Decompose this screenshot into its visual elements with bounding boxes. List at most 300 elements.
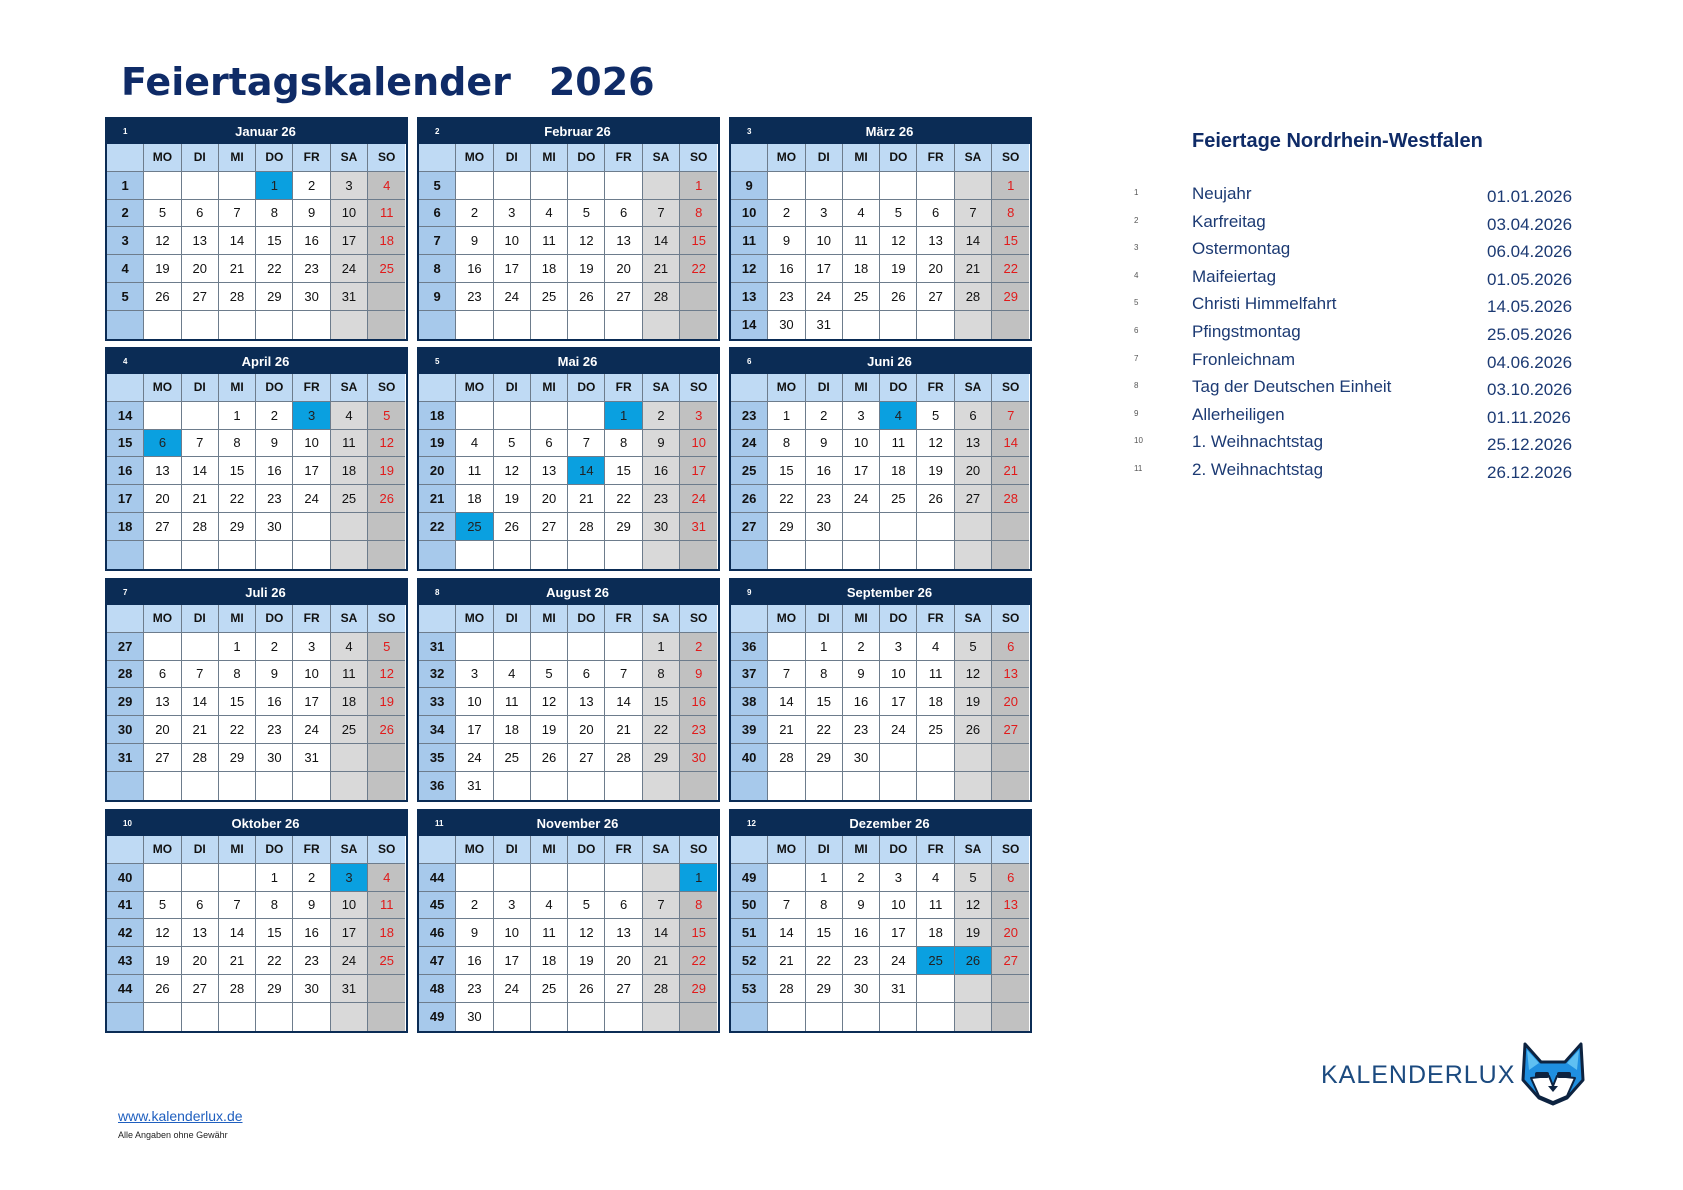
day-cell[interactable]: 17 <box>293 688 330 716</box>
day-cell[interactable]: 20 <box>568 716 605 744</box>
day-cell[interactable]: 15 <box>219 688 256 716</box>
day-cell[interactable]: 23 <box>256 716 293 744</box>
day-cell[interactable]: 22 <box>680 255 717 283</box>
day-cell[interactable]: 17 <box>880 688 917 716</box>
day-cell[interactable]: 6 <box>955 402 992 430</box>
day-cell[interactable]: 13 <box>144 688 181 716</box>
day-cell[interactable]: 1 <box>256 864 293 892</box>
day-cell[interactable]: 12 <box>368 661 405 689</box>
day-cell[interactable]: 30 <box>456 1003 493 1031</box>
day-cell[interactable]: 23 <box>256 485 293 513</box>
day-cell[interactable]: 25 <box>368 255 405 283</box>
day-cell[interactable]: 14 <box>768 919 805 947</box>
day-cell[interactable]: 9 <box>680 661 717 689</box>
day-cell[interactable]: 16 <box>680 688 717 716</box>
day-cell[interactable]: 5 <box>917 402 954 430</box>
day-cell[interactable]: 19 <box>568 947 605 975</box>
day-cell[interactable]: 19 <box>917 457 954 485</box>
day-cell[interactable]: 25 <box>494 744 531 772</box>
day-cell[interactable]: 27 <box>568 744 605 772</box>
day-cell[interactable]: 9 <box>256 661 293 689</box>
day-cell[interactable]: 10 <box>843 430 880 458</box>
day-cell[interactable]: 11 <box>880 430 917 458</box>
day-cell[interactable]: 13 <box>917 227 954 255</box>
day-cell[interactable]: 28 <box>955 283 992 311</box>
day-cell[interactable]: 13 <box>568 688 605 716</box>
day-cell[interactable]: 30 <box>643 513 680 541</box>
day-cell[interactable]: 24 <box>880 716 917 744</box>
day-cell[interactable]: 8 <box>806 892 843 920</box>
day-cell[interactable]: 29 <box>219 513 256 541</box>
day-cell[interactable]: 20 <box>531 485 568 513</box>
day-cell[interactable]: 10 <box>680 430 717 458</box>
day-cell[interactable]: 26 <box>144 283 181 311</box>
day-cell[interactable]: 23 <box>456 975 493 1003</box>
day-cell[interactable]: 11 <box>917 892 954 920</box>
day-cell[interactable]: 22 <box>605 485 642 513</box>
day-cell[interactable]: 1 <box>680 172 717 200</box>
day-cell[interactable]: 9 <box>843 892 880 920</box>
day-cell[interactable]: 29 <box>219 744 256 772</box>
day-cell[interactable]: 14 <box>768 688 805 716</box>
day-cell[interactable]: 29 <box>680 975 717 1003</box>
day-cell[interactable]: 11 <box>531 227 568 255</box>
day-cell[interactable]: 24 <box>456 744 493 772</box>
day-cell[interactable]: 3 <box>494 200 531 228</box>
day-cell[interactable]: 8 <box>219 430 256 458</box>
day-cell[interactable]: 10 <box>880 661 917 689</box>
day-cell[interactable]: 24 <box>494 283 531 311</box>
day-cell[interactable]: 12 <box>917 430 954 458</box>
day-cell[interactable]: 8 <box>219 661 256 689</box>
day-cell[interactable]: 9 <box>456 919 493 947</box>
day-cell[interactable]: 26 <box>494 513 531 541</box>
day-cell[interactable]: 19 <box>955 688 992 716</box>
day-cell[interactable]: 19 <box>144 947 181 975</box>
day-cell[interactable]: 22 <box>256 947 293 975</box>
day-cell[interactable]: 23 <box>680 716 717 744</box>
day-cell[interactable]: 23 <box>293 947 330 975</box>
day-cell[interactable]: 12 <box>494 457 531 485</box>
day-cell[interactable]: 6 <box>144 430 181 458</box>
day-cell[interactable]: 12 <box>531 688 568 716</box>
day-cell[interactable]: 6 <box>182 200 219 228</box>
day-cell[interactable]: 14 <box>992 430 1029 458</box>
day-cell[interactable]: 15 <box>256 919 293 947</box>
day-cell[interactable]: 9 <box>768 227 805 255</box>
day-cell[interactable]: 12 <box>955 892 992 920</box>
day-cell[interactable]: 1 <box>605 402 642 430</box>
day-cell[interactable]: 17 <box>843 457 880 485</box>
day-cell[interactable]: 30 <box>293 975 330 1003</box>
day-cell[interactable]: 29 <box>605 513 642 541</box>
day-cell[interactable]: 20 <box>992 688 1029 716</box>
day-cell[interactable]: 5 <box>144 892 181 920</box>
day-cell[interactable]: 4 <box>456 430 493 458</box>
day-cell[interactable]: 30 <box>843 744 880 772</box>
day-cell[interactable]: 21 <box>643 255 680 283</box>
day-cell[interactable]: 14 <box>955 227 992 255</box>
day-cell[interactable]: 11 <box>494 688 531 716</box>
day-cell[interactable]: 11 <box>368 892 405 920</box>
day-cell[interactable]: 27 <box>917 283 954 311</box>
day-cell[interactable]: 6 <box>917 200 954 228</box>
day-cell[interactable]: 24 <box>293 716 330 744</box>
day-cell[interactable]: 8 <box>806 661 843 689</box>
day-cell[interactable]: 16 <box>456 255 493 283</box>
day-cell[interactable]: 4 <box>331 633 368 661</box>
day-cell[interactable]: 15 <box>605 457 642 485</box>
day-cell[interactable]: 13 <box>955 430 992 458</box>
day-cell[interactable]: 3 <box>880 633 917 661</box>
day-cell[interactable]: 10 <box>293 430 330 458</box>
day-cell[interactable]: 16 <box>293 227 330 255</box>
day-cell[interactable]: 26 <box>144 975 181 1003</box>
day-cell[interactable]: 7 <box>643 892 680 920</box>
day-cell[interactable]: 9 <box>293 200 330 228</box>
day-cell[interactable]: 8 <box>256 200 293 228</box>
day-cell[interactable]: 4 <box>917 864 954 892</box>
day-cell[interactable]: 28 <box>643 975 680 1003</box>
day-cell[interactable]: 25 <box>331 485 368 513</box>
day-cell[interactable]: 15 <box>680 227 717 255</box>
day-cell[interactable]: 18 <box>368 227 405 255</box>
day-cell[interactable]: 27 <box>992 716 1029 744</box>
day-cell[interactable]: 6 <box>605 892 642 920</box>
day-cell[interactable]: 10 <box>293 661 330 689</box>
day-cell[interactable]: 16 <box>843 919 880 947</box>
day-cell[interactable]: 21 <box>605 716 642 744</box>
day-cell[interactable]: 14 <box>219 919 256 947</box>
day-cell[interactable]: 16 <box>806 457 843 485</box>
day-cell[interactable]: 10 <box>456 688 493 716</box>
day-cell[interactable]: 20 <box>605 255 642 283</box>
day-cell[interactable]: 17 <box>456 716 493 744</box>
day-cell[interactable]: 13 <box>144 457 181 485</box>
day-cell[interactable]: 9 <box>293 892 330 920</box>
day-cell[interactable]: 27 <box>182 975 219 1003</box>
day-cell[interactable]: 21 <box>768 716 805 744</box>
day-cell[interactable]: 3 <box>331 864 368 892</box>
day-cell[interactable]: 7 <box>219 892 256 920</box>
day-cell[interactable]: 29 <box>256 283 293 311</box>
day-cell[interactable]: 24 <box>293 485 330 513</box>
day-cell[interactable]: 18 <box>531 255 568 283</box>
day-cell[interactable]: 5 <box>568 200 605 228</box>
day-cell[interactable]: 10 <box>494 227 531 255</box>
day-cell[interactable]: 1 <box>992 172 1029 200</box>
day-cell[interactable]: 9 <box>456 227 493 255</box>
day-cell[interactable]: 15 <box>992 227 1029 255</box>
day-cell[interactable]: 21 <box>568 485 605 513</box>
day-cell[interactable]: 19 <box>144 255 181 283</box>
day-cell[interactable]: 15 <box>680 919 717 947</box>
day-cell[interactable]: 18 <box>331 457 368 485</box>
day-cell[interactable]: 28 <box>605 744 642 772</box>
day-cell[interactable]: 25 <box>917 947 954 975</box>
day-cell[interactable]: 19 <box>531 716 568 744</box>
day-cell[interactable]: 1 <box>806 633 843 661</box>
day-cell[interactable]: 5 <box>368 633 405 661</box>
day-cell[interactable]: 3 <box>843 402 880 430</box>
day-cell[interactable]: 3 <box>293 402 330 430</box>
day-cell[interactable]: 23 <box>768 283 805 311</box>
day-cell[interactable]: 10 <box>806 227 843 255</box>
day-cell[interactable]: 20 <box>992 919 1029 947</box>
day-cell[interactable]: 2 <box>680 633 717 661</box>
day-cell[interactable]: 8 <box>605 430 642 458</box>
day-cell[interactable]: 3 <box>806 200 843 228</box>
day-cell[interactable]: 16 <box>456 947 493 975</box>
day-cell[interactable]: 14 <box>643 227 680 255</box>
day-cell[interactable]: 11 <box>331 661 368 689</box>
day-cell[interactable]: 2 <box>643 402 680 430</box>
day-cell[interactable]: 15 <box>768 457 805 485</box>
day-cell[interactable]: 17 <box>806 255 843 283</box>
day-cell[interactable]: 22 <box>806 947 843 975</box>
day-cell[interactable]: 8 <box>680 200 717 228</box>
day-cell[interactable]: 5 <box>955 633 992 661</box>
day-cell[interactable]: 26 <box>368 485 405 513</box>
day-cell[interactable]: 27 <box>605 975 642 1003</box>
day-cell[interactable]: 16 <box>643 457 680 485</box>
day-cell[interactable]: 4 <box>531 892 568 920</box>
day-cell[interactable]: 14 <box>605 688 642 716</box>
day-cell[interactable]: 24 <box>680 485 717 513</box>
day-cell[interactable]: 4 <box>368 172 405 200</box>
day-cell[interactable]: 8 <box>643 661 680 689</box>
day-cell[interactable]: 20 <box>182 947 219 975</box>
day-cell[interactable]: 2 <box>256 633 293 661</box>
day-cell[interactable]: 22 <box>219 716 256 744</box>
day-cell[interactable]: 27 <box>955 485 992 513</box>
day-cell[interactable]: 16 <box>256 688 293 716</box>
day-cell[interactable]: 18 <box>917 919 954 947</box>
day-cell[interactable]: 1 <box>219 633 256 661</box>
day-cell[interactable]: 4 <box>880 402 917 430</box>
day-cell[interactable]: 27 <box>144 513 181 541</box>
day-cell[interactable]: 31 <box>456 772 493 800</box>
day-cell[interactable]: 8 <box>992 200 1029 228</box>
day-cell[interactable]: 30 <box>680 744 717 772</box>
day-cell[interactable]: 15 <box>806 688 843 716</box>
day-cell[interactable]: 26 <box>955 947 992 975</box>
day-cell[interactable]: 15 <box>806 919 843 947</box>
day-cell[interactable]: 6 <box>605 200 642 228</box>
day-cell[interactable]: 31 <box>806 311 843 339</box>
day-cell[interactable]: 2 <box>806 402 843 430</box>
day-cell[interactable]: 18 <box>880 457 917 485</box>
day-cell[interactable]: 8 <box>256 892 293 920</box>
day-cell[interactable]: 6 <box>182 892 219 920</box>
day-cell[interactable]: 24 <box>806 283 843 311</box>
day-cell[interactable]: 1 <box>768 402 805 430</box>
day-cell[interactable]: 2 <box>456 892 493 920</box>
day-cell[interactable]: 5 <box>880 200 917 228</box>
day-cell[interactable]: 22 <box>219 485 256 513</box>
day-cell[interactable]: 17 <box>331 227 368 255</box>
day-cell[interactable]: 21 <box>768 947 805 975</box>
day-cell[interactable]: 5 <box>955 864 992 892</box>
day-cell[interactable]: 28 <box>568 513 605 541</box>
day-cell[interactable]: 30 <box>806 513 843 541</box>
day-cell[interactable]: 14 <box>643 919 680 947</box>
day-cell[interactable]: 12 <box>368 430 405 458</box>
day-cell[interactable]: 14 <box>219 227 256 255</box>
day-cell[interactable]: 21 <box>219 255 256 283</box>
day-cell[interactable]: 19 <box>368 457 405 485</box>
day-cell[interactable]: 10 <box>494 919 531 947</box>
day-cell[interactable]: 13 <box>182 919 219 947</box>
day-cell[interactable]: 17 <box>494 947 531 975</box>
day-cell[interactable]: 12 <box>144 919 181 947</box>
day-cell[interactable]: 3 <box>456 661 493 689</box>
day-cell[interactable]: 19 <box>568 255 605 283</box>
day-cell[interactable]: 28 <box>992 485 1029 513</box>
day-cell[interactable]: 18 <box>331 688 368 716</box>
day-cell[interactable]: 27 <box>182 283 219 311</box>
day-cell[interactable]: 21 <box>992 457 1029 485</box>
day-cell[interactable]: 2 <box>256 402 293 430</box>
day-cell[interactable]: 7 <box>768 892 805 920</box>
day-cell[interactable]: 3 <box>331 172 368 200</box>
day-cell[interactable]: 16 <box>843 688 880 716</box>
day-cell[interactable]: 13 <box>182 227 219 255</box>
day-cell[interactable]: 30 <box>293 283 330 311</box>
day-cell[interactable]: 6 <box>531 430 568 458</box>
day-cell[interactable]: 26 <box>568 975 605 1003</box>
day-cell[interactable]: 28 <box>219 975 256 1003</box>
day-cell[interactable]: 21 <box>643 947 680 975</box>
day-cell[interactable]: 16 <box>293 919 330 947</box>
day-cell[interactable]: 24 <box>331 255 368 283</box>
day-cell[interactable]: 12 <box>144 227 181 255</box>
day-cell[interactable]: 9 <box>806 430 843 458</box>
day-cell[interactable]: 1 <box>680 864 717 892</box>
day-cell[interactable]: 11 <box>456 457 493 485</box>
day-cell[interactable]: 4 <box>368 864 405 892</box>
day-cell[interactable]: 2 <box>456 200 493 228</box>
day-cell[interactable]: 2 <box>843 864 880 892</box>
day-cell[interactable]: 21 <box>955 255 992 283</box>
day-cell[interactable]: 7 <box>182 661 219 689</box>
day-cell[interactable]: 20 <box>917 255 954 283</box>
day-cell[interactable]: 5 <box>531 661 568 689</box>
day-cell[interactable]: 7 <box>605 661 642 689</box>
day-cell[interactable]: 15 <box>219 457 256 485</box>
day-cell[interactable]: 1 <box>806 864 843 892</box>
day-cell[interactable]: 22 <box>643 716 680 744</box>
day-cell[interactable]: 26 <box>880 283 917 311</box>
day-cell[interactable]: 23 <box>806 485 843 513</box>
day-cell[interactable]: 17 <box>680 457 717 485</box>
day-cell[interactable]: 18 <box>368 919 405 947</box>
day-cell[interactable]: 4 <box>494 661 531 689</box>
day-cell[interactable]: 14 <box>568 457 605 485</box>
day-cell[interactable]: 13 <box>531 457 568 485</box>
day-cell[interactable]: 27 <box>144 744 181 772</box>
day-cell[interactable]: 25 <box>456 513 493 541</box>
day-cell[interactable]: 31 <box>880 975 917 1003</box>
day-cell[interactable]: 23 <box>643 485 680 513</box>
day-cell[interactable]: 10 <box>880 892 917 920</box>
day-cell[interactable]: 12 <box>880 227 917 255</box>
day-cell[interactable]: 1 <box>256 172 293 200</box>
day-cell[interactable]: 3 <box>680 402 717 430</box>
day-cell[interactable]: 22 <box>992 255 1029 283</box>
day-cell[interactable]: 20 <box>144 716 181 744</box>
day-cell[interactable]: 25 <box>880 485 917 513</box>
day-cell[interactable]: 18 <box>456 485 493 513</box>
day-cell[interactable]: 4 <box>531 200 568 228</box>
day-cell[interactable]: 31 <box>680 513 717 541</box>
day-cell[interactable]: 30 <box>768 311 805 339</box>
day-cell[interactable]: 26 <box>531 744 568 772</box>
day-cell[interactable]: 3 <box>293 633 330 661</box>
day-cell[interactable]: 27 <box>531 513 568 541</box>
day-cell[interactable]: 30 <box>256 744 293 772</box>
day-cell[interactable]: 22 <box>768 485 805 513</box>
day-cell[interactable]: 13 <box>992 661 1029 689</box>
day-cell[interactable]: 11 <box>531 919 568 947</box>
day-cell[interactable]: 5 <box>144 200 181 228</box>
day-cell[interactable]: 13 <box>605 919 642 947</box>
day-cell[interactable]: 20 <box>605 947 642 975</box>
day-cell[interactable]: 7 <box>955 200 992 228</box>
day-cell[interactable]: 19 <box>368 688 405 716</box>
day-cell[interactable]: 10 <box>331 200 368 228</box>
day-cell[interactable]: 23 <box>456 283 493 311</box>
day-cell[interactable]: 28 <box>219 283 256 311</box>
day-cell[interactable]: 2 <box>293 864 330 892</box>
day-cell[interactable]: 11 <box>843 227 880 255</box>
day-cell[interactable]: 20 <box>144 485 181 513</box>
day-cell[interactable]: 14 <box>182 688 219 716</box>
day-cell[interactable]: 23 <box>293 255 330 283</box>
day-cell[interactable]: 31 <box>331 283 368 311</box>
day-cell[interactable]: 23 <box>843 716 880 744</box>
day-cell[interactable]: 7 <box>568 430 605 458</box>
day-cell[interactable]: 5 <box>494 430 531 458</box>
day-cell[interactable]: 2 <box>768 200 805 228</box>
day-cell[interactable]: 28 <box>768 744 805 772</box>
day-cell[interactable]: 17 <box>293 457 330 485</box>
day-cell[interactable]: 29 <box>806 975 843 1003</box>
day-cell[interactable]: 4 <box>843 200 880 228</box>
day-cell[interactable]: 26 <box>955 716 992 744</box>
day-cell[interactable]: 26 <box>917 485 954 513</box>
day-cell[interactable]: 29 <box>768 513 805 541</box>
day-cell[interactable]: 3 <box>494 892 531 920</box>
day-cell[interactable]: 24 <box>880 947 917 975</box>
day-cell[interactable]: 6 <box>992 633 1029 661</box>
day-cell[interactable]: 5 <box>568 892 605 920</box>
day-cell[interactable]: 12 <box>568 919 605 947</box>
day-cell[interactable]: 29 <box>992 283 1029 311</box>
day-cell[interactable]: 24 <box>494 975 531 1003</box>
day-cell[interactable]: 29 <box>806 744 843 772</box>
day-cell[interactable]: 24 <box>843 485 880 513</box>
day-cell[interactable]: 6 <box>568 661 605 689</box>
day-cell[interactable]: 2 <box>843 633 880 661</box>
day-cell[interactable]: 10 <box>331 892 368 920</box>
day-cell[interactable]: 17 <box>331 919 368 947</box>
day-cell[interactable]: 16 <box>768 255 805 283</box>
day-cell[interactable]: 3 <box>880 864 917 892</box>
day-cell[interactable]: 8 <box>768 430 805 458</box>
day-cell[interactable]: 30 <box>256 513 293 541</box>
day-cell[interactable]: 7 <box>182 430 219 458</box>
